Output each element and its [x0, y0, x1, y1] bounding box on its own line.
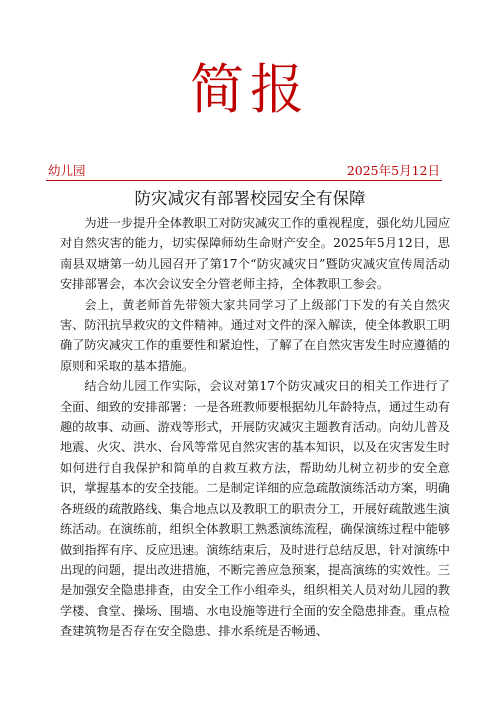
article-paragraph: 为进一步提升全体教职工对防灾减灾工作的重视程度，强化幼儿园应对自然灾害的能力，切实保障师幼生命财产安全。2025年5月12日，思南县双塘第一幼儿园召开了第17个“防灾减灾日”暨防灾减灾宣传周活动安排部署会，本次会议安全分管老师主持，全体教职工参会。 — [60, 216, 451, 292]
issue-date: 2025年5月12日 — [346, 163, 440, 178]
article-paragraph: 结合幼儿园工作实际，会议对第17个防灾减灾日的相关工作进行了全面、细致的安排部署：一是各班教师要根据幼儿年龄特点，通过生动有趣的故事、动画、游戏等形式，开展防灾减灾主题教育活动。向幼儿普及地震、火灾、洪水、台风等常见自然灾害的基本知识，以及在灾害发生时如何进行自我保护和简单的自救互救方法，帮助幼儿树立初步的安全意识，掌握基本的安全技能。二是制定详细的应急疏散演练活动方案，明确各班级的疏散路线、集合地点以及教职工的职责分工，开展好疏散逃生演练活动。在演练前，组织全体教职工熟悉演练流程，确保演练过程中能够做到指挥有序、反应迅速。演练结束后，及时进行总结反思，针对演练中出现的问题，提出改进措施，不断完善应急预案，提高演练的实效性。三是加强安全隐患排查，由安全工作小组牵头，组织相关人员对幼儿园的教学楼、食堂、操场、围墙、水电设施等进行全面的安全隐患排查。重点检查建筑物是否存在安全隐患、排水系统是否畅通、 — [60, 379, 450, 639]
article-body — [60, 213, 450, 642]
organization-name: 幼儿园 — [48, 163, 86, 178]
header-divider — [46, 180, 442, 181]
header-meta-row — [48, 163, 440, 179]
article-paragraph: 会上，黄老师首先带领大家共同学习了上级部门下发的有关自然灾害、防汛抗旱救灾的文件精神。通过对文件的深入解读，使全体教职工明确了防灾减灾工作的重要性和紧迫性，了解了在自然灾害发生时应遵循的原则和采取的基本措施。 — [60, 297, 450, 373]
article-title: 防灾减灾有部署校园安全有保障 — [134, 189, 366, 208]
masthead-title: 简报 — [190, 58, 310, 121]
